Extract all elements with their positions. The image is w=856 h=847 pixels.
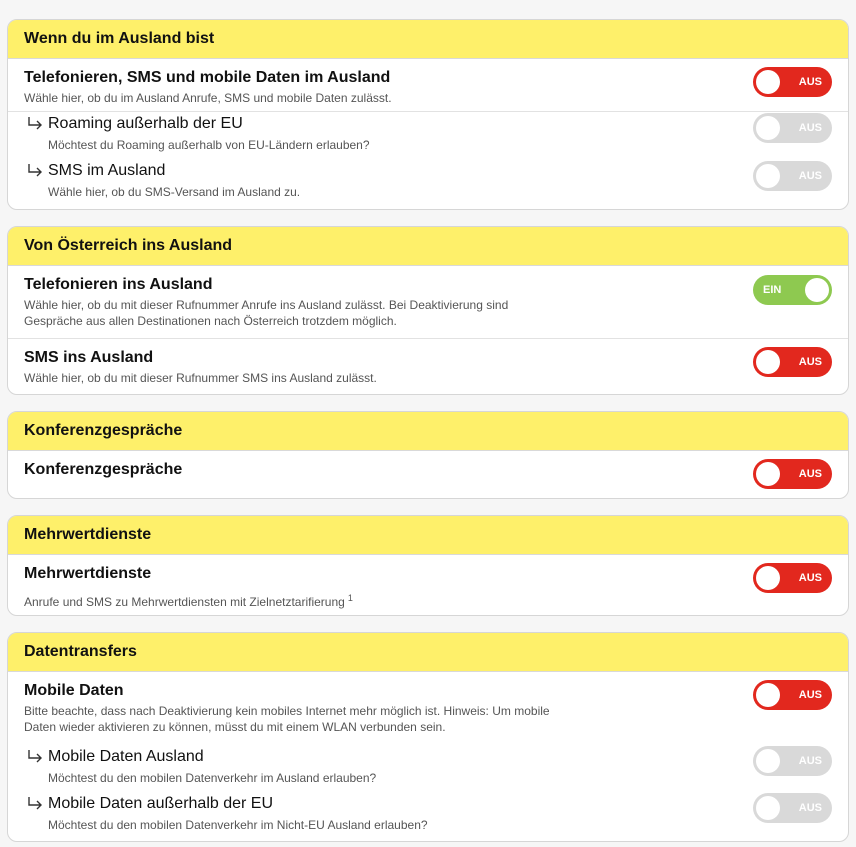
toggle-knob xyxy=(756,350,780,374)
setting-title: Telefonieren ins Ausland xyxy=(24,276,213,293)
section-title: Wenn du im Ausland bist xyxy=(8,20,848,59)
toggle-knob xyxy=(756,164,780,188)
setting-row-mobile-data-abroad xyxy=(8,745,848,792)
toggle-label: EIN xyxy=(763,284,782,296)
toggle-label: AUS xyxy=(798,170,822,182)
return-arrow-icon xyxy=(26,749,44,763)
toggle-knob xyxy=(756,462,780,486)
toggle-label: AUS xyxy=(798,689,822,701)
setting-row-roaming-all xyxy=(8,59,848,112)
section-premium-services xyxy=(7,515,849,616)
toggle-label: AUS xyxy=(798,76,822,88)
setting-title: Mobile Daten xyxy=(24,682,124,699)
setting-description: Möchtest du Roaming außerhalb von EU-Ländern erlauben? xyxy=(48,138,370,152)
setting-description: Wähle hier, ob du mit dieser Rufnummer Anrufe ins Ausland zulässt. Bei Deaktivierung sind Gespräche aus allen Destinationen nach Österreich trotzdem möglich. xyxy=(24,298,509,328)
setting-description: Wähle hier, ob du SMS-Versand im Ausland zu. xyxy=(48,185,301,199)
setting-title: SMS ins Ausland xyxy=(24,349,154,366)
setting-row-sms-to-abroad xyxy=(8,339,848,394)
setting-title: Mobile Daten außerhalb der EU xyxy=(48,795,274,812)
toggle-roaming-all[interactable] xyxy=(753,67,832,97)
setting-row-roaming-non-eu xyxy=(8,112,848,159)
setting-description xyxy=(24,590,584,610)
toggle-label: AUS xyxy=(798,122,822,134)
setting-description: Wähle hier, ob du im Ausland Anrufe, SMS und mobile Daten zulässt. xyxy=(24,91,392,105)
setting-description: Möchtest du den mobilen Datenverkehr im Nicht-EU Ausland erlauben? xyxy=(48,818,428,832)
setting-description: Bitte beachte, dass nach Deaktivierung kein mobiles Internet mehr möglich ist. Hinweis: Um mobile Daten wieder aktivieren zu können, müsst du mit einem WLAN verbunden sein. xyxy=(24,704,550,734)
toggle-knob xyxy=(756,566,780,590)
toggle-label: AUS xyxy=(798,802,822,814)
toggle-knob xyxy=(756,116,780,140)
toggle-mobile-data-abroad[interactable] xyxy=(753,746,832,776)
section-from-austria xyxy=(7,226,849,395)
return-arrow-icon xyxy=(26,796,44,810)
setting-title: Konferenzgespräche xyxy=(24,461,183,478)
toggle-knob xyxy=(756,683,780,707)
toggle-label: AUS xyxy=(798,356,822,368)
return-arrow-icon xyxy=(26,116,44,130)
toggle-label: AUS xyxy=(798,572,822,584)
toggle-knob xyxy=(756,749,780,773)
setting-row-premium-services xyxy=(8,555,848,615)
setting-title: Telefonieren, SMS und mobile Daten im Ausland xyxy=(24,69,391,86)
setting-row-mobile-data xyxy=(8,672,848,745)
setting-description: Möchtest du den mobilen Datenverkehr im Ausland erlauben? xyxy=(48,771,377,785)
section-title: Konferenzgespräche xyxy=(8,412,848,451)
description-text: Anrufe und SMS zu Mehrwertdiensten mit Zielnetztarifierung xyxy=(24,595,345,609)
section-title: Datentransfers xyxy=(8,633,848,672)
toggle-knob xyxy=(756,796,780,820)
toggle-sms-abroad[interactable] xyxy=(753,161,832,191)
setting-title: Roaming außerhalb der EU xyxy=(48,115,243,132)
toggle-calls-abroad[interactable] xyxy=(753,275,832,305)
return-arrow-icon xyxy=(26,163,44,177)
toggle-mobile-data-non-eu[interactable] xyxy=(753,793,832,823)
setting-row-sms-abroad xyxy=(8,159,848,210)
setting-title: Mobile Daten Ausland xyxy=(48,748,204,765)
setting-title: SMS im Ausland xyxy=(48,162,166,179)
section-title: Mehrwertdienste xyxy=(8,516,848,555)
section-conference xyxy=(7,411,849,499)
toggle-sms-to-abroad[interactable] xyxy=(753,347,832,377)
toggle-knob xyxy=(805,278,829,302)
section-data-transfers xyxy=(7,632,849,842)
toggle-premium-services[interactable] xyxy=(753,563,832,593)
footnote-marker[interactable]: 1 xyxy=(347,593,353,603)
section-abroad xyxy=(7,19,849,210)
toggle-label: AUS xyxy=(798,755,822,767)
setting-title: Mehrwertdienste xyxy=(24,565,152,582)
toggle-knob xyxy=(756,70,780,94)
toggle-roaming-non-eu[interactable] xyxy=(753,113,832,143)
section-title: Von Österreich ins Ausland xyxy=(8,227,848,266)
setting-row-calls-abroad xyxy=(8,266,848,339)
toggle-conference[interactable] xyxy=(753,459,832,489)
setting-description: Wähle hier, ob du mit dieser Rufnummer SMS ins Ausland zulässt. xyxy=(24,371,377,385)
toggle-mobile-data[interactable] xyxy=(753,680,832,710)
toggle-label: AUS xyxy=(798,468,822,480)
setting-row-conference xyxy=(8,451,848,498)
setting-row-mobile-data-non-eu xyxy=(8,792,848,841)
